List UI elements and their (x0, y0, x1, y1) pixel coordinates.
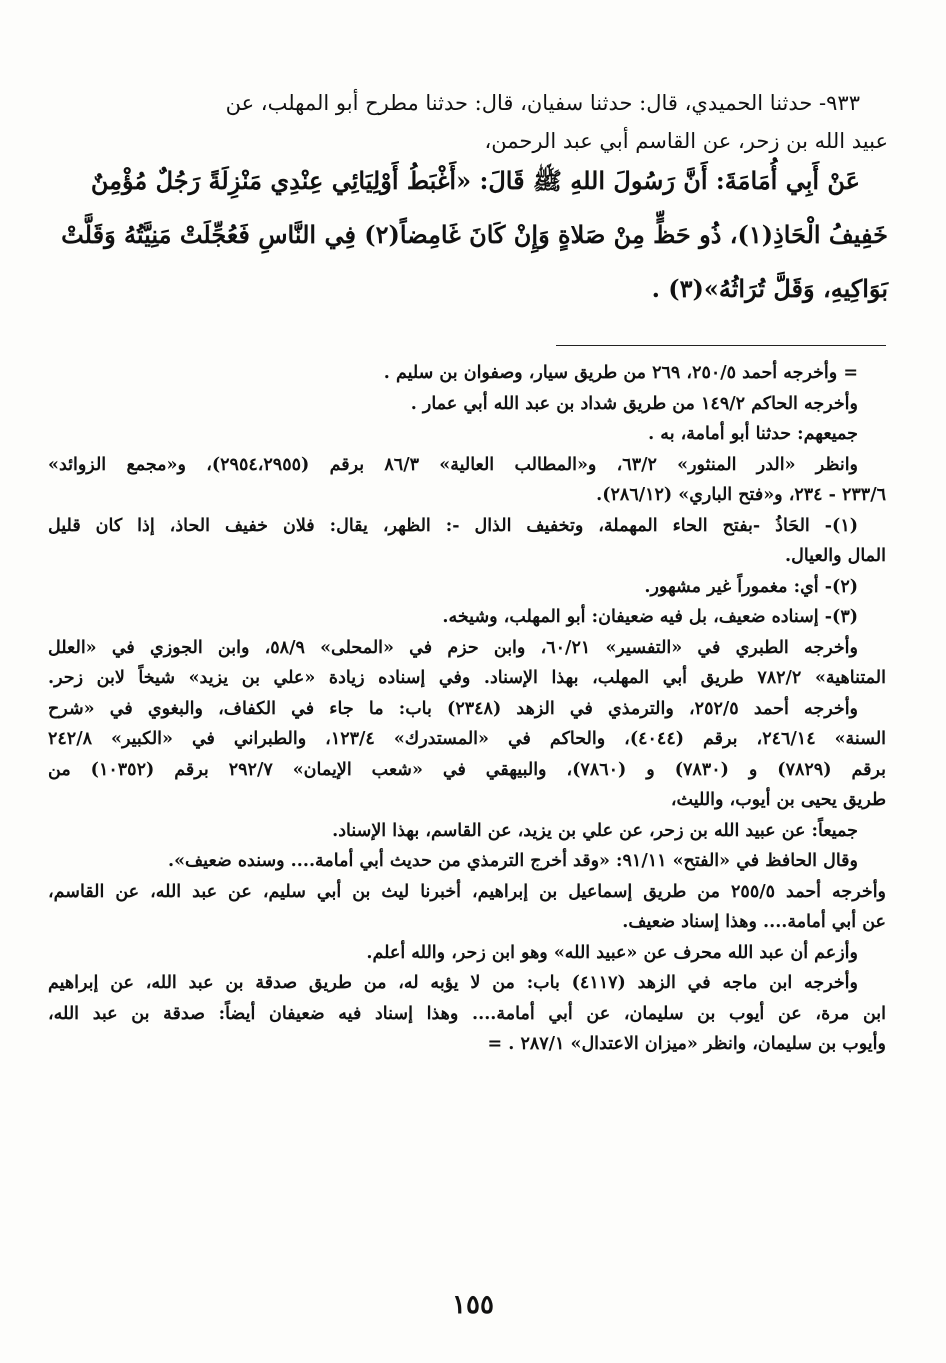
footnote-line: جميعاً: عن عبيد الله بن زحر، عن علي بن يزيد، عن القاسم، بهذا الإسناد. (332, 820, 858, 841)
footnote-line: برقم (٧٨٢٩) و (٧٨٣٠) و (٧٨٦٠)، والبيهقي في «شعب الإيمان» ٢٩٢/٧ برقم (١٠٣٥٢) من (48, 759, 886, 780)
footnote-line: السنة» ٢٤٦/١٤، برقم (٤٠٤٤)، والحاكم في «المستدرك» ١٢٣/٤، والطبراني في «الكبير» ٢٤٢/٨ (48, 729, 886, 749)
footnote-line: عن أبي أمامة.... وهذا إسناد ضعيف. (622, 912, 886, 932)
footnote-line: طريق يحيى بن أيوب، والليث، (670, 790, 886, 810)
footnote-line: وأخرجه أحمد ٢٥٢/٥، والترمذي في الزهد (٢٣٤٨) باب: ما جاء في الكفاف، والبغوي في «شرح (48, 698, 859, 719)
footnote-line: وأخرجه أحمد ٢٥٥/٥ من طريق إسماعيل بن إبراهيم، أخبرنا ليث بن أبي سليم، عن عبد الله، عن القاسم، (48, 881, 886, 902)
footnote-line: وأخرجه ابن ماجه في الزهد (٤١١٧) باب: من لا يؤبه له، من طريق صدقة بن عبد الله، عن إبراهيم (48, 973, 859, 993)
matn-line: عَنْ أَبِي أُمَامَةَ: أَنَّ رَسُولَ اللهِ ﷺ قَالَ: «أَغْبَطُ أَوْلِيَائِي عِنْدِي مَنْزِلَةً رَجُلٌ مُؤْمِنٌ (90, 166, 860, 195)
matn-line: خَفِيفُ الْحَاذِ(١)، ذُو حَظٍّ مِنْ صَلاةٍ وَإِنْ كَانَ غَامِضاً(٢) فِي النَّاسِ فَعُجِّلَتْ مَنِيَّتُهُ وَقَلَّتْ (61, 220, 888, 249)
footnote-line: ٢٣٣/٦ - ٢٣٤، و«فتح الباري» (٢٨٦/١٢). (596, 485, 886, 505)
footnote-line: (١)- الحَاذُ -بفتح الحاء المهملة، وتخفيف الذال -: الظهر، يقال: فلان خفيف الحاذ، إذا كان قليل (48, 515, 858, 536)
footnote-line: المتناهية» ٧٨٢/٢ طريق أبي المهلب، بهذا الإسناد. وفي إسناده زيادة «علي بن يزيد» شيخاً لابن زحر. (48, 668, 886, 688)
hadith-block (52, 82, 888, 316)
footnote-line: (٢)- أي: مغموراً غير مشهور. (644, 576, 858, 597)
footnote-line: وأخرجه الحاكم ١٤٩/٢ من طريق شداد بن عبد الله أبي عمار . (410, 393, 858, 414)
footnote-line: وأيوب بن سليمان، وانظر «ميزان الاعتدال» ٢٨٧/١ . = (487, 1034, 886, 1054)
footnote-line: (٣)- إسناده ضعيف، بل فيه ضعيفان: أبو المهلب، وشيخه. (442, 607, 858, 627)
footnote-line: المال والعيال. (785, 546, 886, 566)
footnote-line: وقال الحافظ في «الفتح» ٩١/١١: «وقد أخرج الترمذي من حديث أبي أمامة.... وسنده ضعيف». (168, 851, 858, 871)
isnad-line: عبيد الله بن زحر، عن القاسم أبي عبد الرحمن، (484, 129, 888, 153)
matn-line: بَوَاكِيهِ، وَقَلَّ تُرَاثُهُ»(٣) . (651, 274, 888, 303)
footnote-line: وأخرجه الطبري في «التفسير» ٦٠/٢١، وابن حزم في «المحلى» ٥٨/٩، وابن الجوزي في «العلل (48, 637, 858, 658)
footnote-line: = وأخرجه أحمد ٢٥٠/٥، ٢٦٩ من طريق سيار، وصفوان بن سليم . (383, 363, 858, 383)
footnote-line: ابن مرة، عن أيوب بن سليمان، عن أبي أمامة.... وهذا إسناد فيه ضعيفان أيضاً: صدقة بن عبد الله، (48, 1003, 886, 1024)
isnad-line: ٩٣٣- حدثنا الحميدي، قال: حدثنا سفيان، قال: حدثنا مطرح أبو المهلب، عن (225, 91, 860, 115)
footnote-line: جميعهم: حدثنا أبو أمامة، به . (648, 424, 858, 444)
footnotes-block (48, 358, 886, 1060)
page-number: ١٥٥ (452, 1290, 494, 1320)
footnote-divider (556, 345, 886, 346)
footnote-line: وأزعم أن عبد الله محرف عن «عبيد الله» وهو ابن زحر، والله أعلم. (366, 942, 858, 963)
footnote-line: وانظر «الدر المنثور» ٦٣/٢، و«المطالب العالية» ٨٦/٣ برقم (٢٩٥٤،٢٩٥٥)، و«مجمع الزوائد» (48, 454, 859, 475)
